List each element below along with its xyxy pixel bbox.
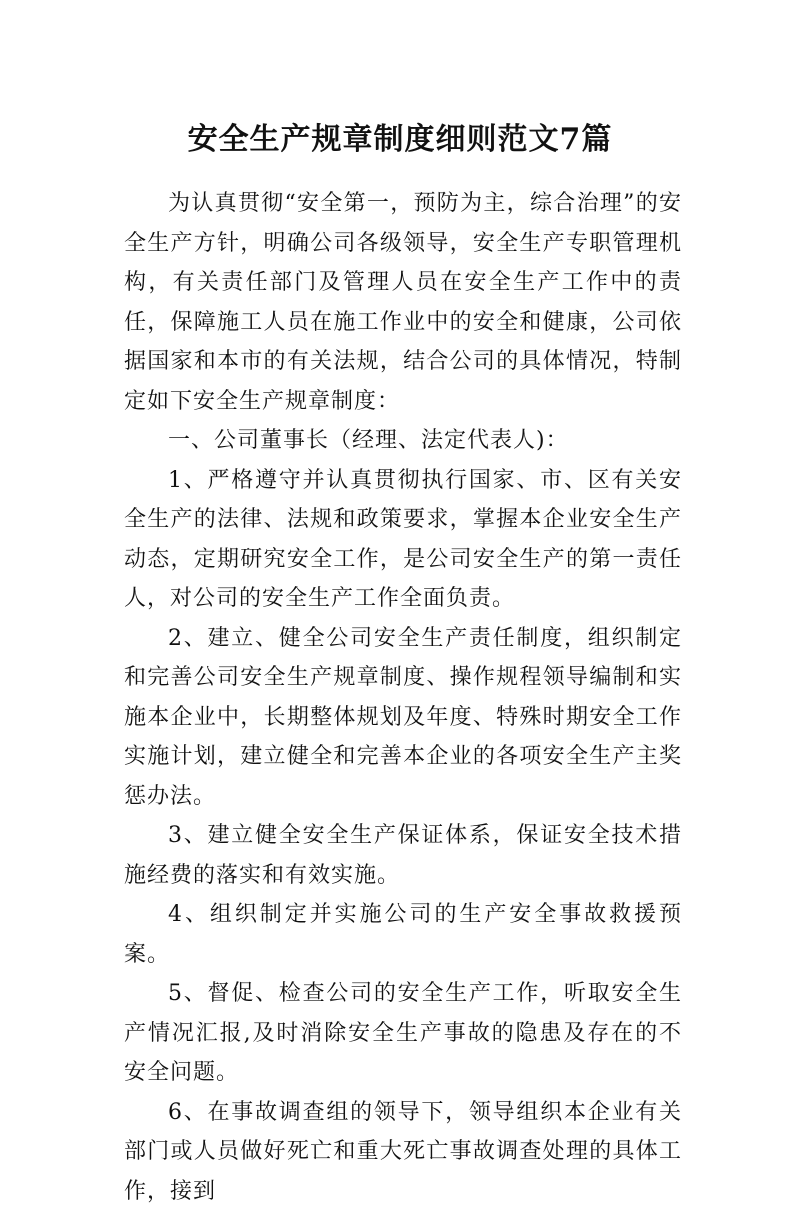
clause-2: 2、建立、健全公司安全生产责任制度，组织制定和完善公司安全生产规章制度、操作规程领导编制和实施本企业中，长期整体规划及年度、特殊时期安全工作实施计划，建立健全和完善本企业的各项安全生产主奖惩办法。 — [124, 619, 682, 817]
section-heading-chairman: 一、公司董事长（经理、法定代表人)： — [124, 421, 682, 461]
clause-6: 6、在事故调查组的领导下，领导组织本企业有关部门或人员做好死亡和重大死亡事故调查处理的具体工作，接到 — [124, 1093, 682, 1211]
paragraph-intro: 为认真贯彻“安全第一，预防为主，综合治理”的安全生产方针，明确公司各级领导，安全生产专职管理机构，有关责任部门及管理人员在安全生产工作中的责任，保障施工人员在施工作业中的安全和健康，公司依据国家和本市的有关法规，结合公司的具体情况，特制定如下安全生产规章制度： — [124, 184, 682, 421]
document-body — [124, 184, 682, 1211]
clause-3: 3、建立健全安全生产保证体系，保证安全技术措施经费的落实和有效实施。 — [124, 816, 682, 895]
clause-5: 5、督促、检查公司的安全生产工作，听取安全生产情况汇报,及时消除安全生产事故的隐患及存在的不安全问题。 — [124, 974, 682, 1093]
clause-1: 1、严格遵守并认真贯彻执行国家、市、区有关安全生产的法律、法规和政策要求，掌握本企业安全生产动态，定期研究安全工作，是公司安全生产的第一责任人，对公司的安全生产工作全面负责。 — [124, 461, 682, 619]
clause-4: 4、组织制定并实施公司的生产安全事故救援预案。 — [124, 895, 682, 974]
document-title: 安全生产规章制度细则范文7篇 — [0, 118, 800, 162]
